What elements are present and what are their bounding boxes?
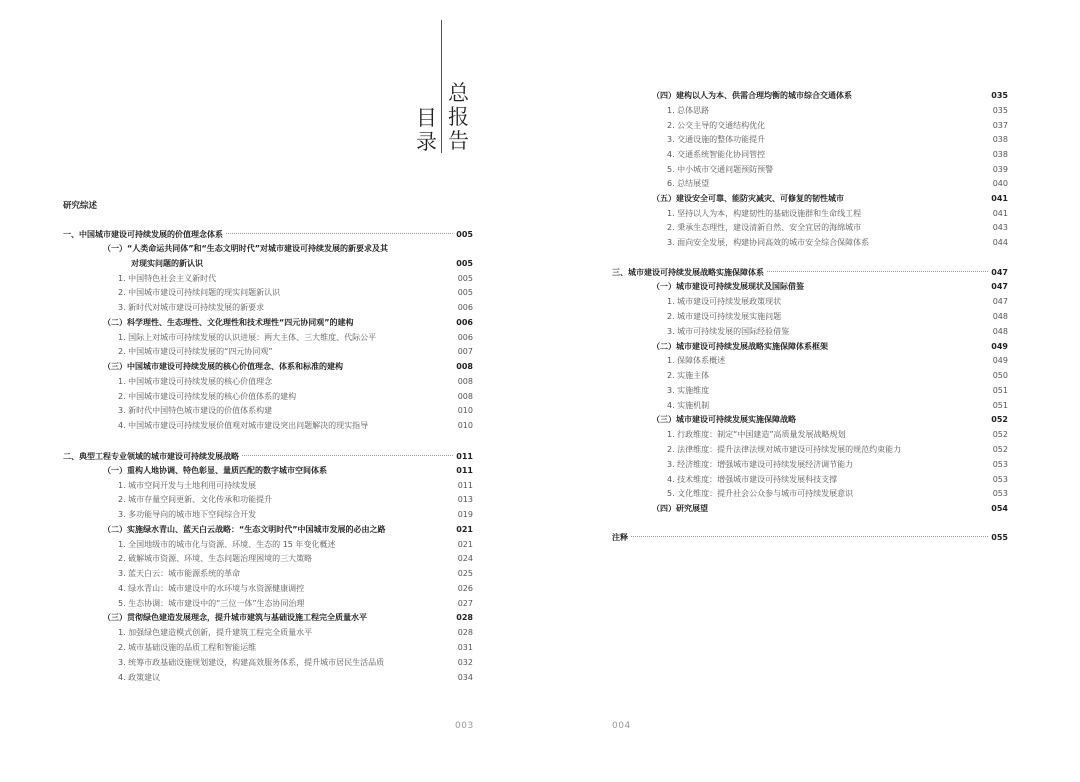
toc-subsection-entry[interactable] bbox=[118, 287, 473, 298]
toc-entry-title: 一、中国城市建设可持续发展的价值理念体系 bbox=[63, 230, 223, 239]
toc-entry-title: 1. 全国地级市的城市化与资源、环境、生态的 15 年变化概述 bbox=[118, 540, 336, 549]
toc-subsection-entry[interactable] bbox=[118, 405, 473, 416]
toc-entry-title: 1. 城市空间开发与土地利用可持续发展 bbox=[118, 481, 257, 490]
toc-entry-title: 6. 总结展望 bbox=[667, 179, 710, 188]
toc-section-entry[interactable] bbox=[131, 258, 473, 269]
toc-entry-title: 1. 行政维度：制定“中国建造”高质量发展战略规划 bbox=[667, 430, 846, 439]
toc-page-number: 055 bbox=[991, 533, 1008, 542]
title-divider bbox=[441, 20, 442, 153]
toc-section-entry[interactable] bbox=[103, 361, 473, 372]
dot-leader bbox=[242, 455, 453, 456]
toc-subsection-entry[interactable] bbox=[667, 149, 1008, 160]
toc-entry-title: 2. 破解城市资源、环境、生态问题治理困境的三大策略 bbox=[118, 554, 313, 563]
toc-entry-title: 注释 bbox=[612, 533, 628, 542]
toc-entry-title: （一）城市建设可持续发展现状及国际借鉴 bbox=[652, 282, 804, 291]
toc-page-number: 008 bbox=[457, 392, 473, 401]
toc-subsection-entry[interactable] bbox=[118, 376, 473, 387]
toc-page-number: 006 bbox=[456, 318, 473, 327]
toc-chapter-entry[interactable] bbox=[612, 267, 1008, 278]
toc-entry-title: 3. 新时代中国特色城市建设的价值体系构建 bbox=[118, 406, 273, 415]
toc-entry-title: 4. 实施机制 bbox=[667, 401, 710, 410]
toc-page-number: 035 bbox=[991, 91, 1008, 100]
toc-entry-title: 2. 中国城市建设可持续发展的核心价值体系的建构 bbox=[118, 392, 297, 401]
section-label: 研究综述 bbox=[63, 201, 98, 211]
toc-page-number: 035 bbox=[992, 106, 1008, 115]
toc-page-number: 053 bbox=[992, 489, 1008, 498]
toc-entry-title: 4. 政策建议 bbox=[118, 673, 161, 682]
toc-chapter-entry[interactable] bbox=[612, 532, 1008, 543]
toc-subsection-entry[interactable] bbox=[667, 459, 1008, 470]
toc-page-number: 041 bbox=[991, 194, 1008, 203]
toc-page-number: 041 bbox=[992, 209, 1008, 218]
title-char: 目 bbox=[416, 106, 437, 130]
toc-entry-title: 3. 面向安全发展，构建协同高效的城市安全综合保障体系 bbox=[667, 238, 870, 247]
toc-subsection-entry[interactable] bbox=[118, 509, 473, 520]
toc-entry-title: 2. 城市基础设施的品质工程和智能运维 bbox=[118, 643, 257, 652]
toc-section-entry[interactable] bbox=[103, 465, 473, 476]
toc-subsection-entry[interactable] bbox=[118, 583, 473, 594]
toc-entry-title: 3. 统筹市政基础设施规划建设，构建高效服务体系，提升城市居民生活品质 bbox=[118, 658, 385, 667]
page-number-right: 004 bbox=[612, 721, 631, 731]
toc-entry-title: 1. 加强绿色建造模式创新，提升建筑工程完全质量水平 bbox=[118, 628, 313, 637]
toc-page-number: 025 bbox=[457, 569, 473, 578]
toc-subsection-entry[interactable] bbox=[118, 627, 473, 638]
toc-entry-title: 2. 城市存量空间更新、文化传承和功能提升 bbox=[118, 495, 273, 504]
toc-subsection-entry[interactable] bbox=[667, 429, 1008, 440]
toc-page-number: 047 bbox=[992, 297, 1008, 306]
toc-subsection-entry[interactable] bbox=[118, 480, 473, 491]
toc-entry-title: 4. 中国城市建设可持续发展价值观对城市建设突出问题解决的现实指导 bbox=[118, 421, 369, 430]
toc-entry-title: （一）重构人地协调、特色彰显、量质匹配的数字城市空间体系 bbox=[103, 466, 327, 475]
title-char: 告 bbox=[448, 129, 469, 153]
toc-page-number: 049 bbox=[992, 356, 1008, 365]
toc-entry-title: 对现实问题的新认识 bbox=[131, 259, 203, 268]
toc-subsection-entry[interactable] bbox=[667, 164, 1008, 175]
toc-entry-title: 1. 总体思路 bbox=[667, 106, 710, 115]
toc-entry-title: 1. 保障体系概述 bbox=[667, 356, 726, 365]
toc-entry-title: 二、典型工程专业领域的城市建设可持续发展战略 bbox=[63, 452, 239, 461]
toc-entry-title: 3. 经济维度：增强城市建设可持续发展经济调节能力 bbox=[667, 460, 854, 469]
toc-entry-title: 1. 中国城市建设可持续发展的核心价值理念 bbox=[118, 377, 273, 386]
toc-page-number: 011 bbox=[457, 481, 473, 490]
toc-subsection-entry[interactable] bbox=[667, 444, 1008, 455]
toc-section-entry[interactable] bbox=[652, 414, 1008, 425]
toc-entry-title: 2. 秉承生态理性，建设清新自然、安全宜居的海绵城市 bbox=[667, 223, 862, 232]
toc-page-number: 028 bbox=[456, 613, 473, 622]
toc-page-number: 038 bbox=[992, 150, 1008, 159]
toc-page-number: 010 bbox=[457, 421, 473, 430]
toc-subsection-entry[interactable] bbox=[118, 553, 473, 564]
toc-page-number: 054 bbox=[991, 504, 1008, 513]
toc-subsection-entry[interactable] bbox=[118, 568, 473, 579]
toc-entry-title: 3. 蓝天白云：城市能源系统的革命 bbox=[118, 569, 241, 578]
toc-entry-title: （二）城市建设可持续发展战略实施保障体系框架 bbox=[652, 342, 828, 351]
toc-subsection-entry[interactable] bbox=[118, 332, 473, 343]
toc-subsection-entry[interactable] bbox=[118, 302, 473, 313]
toc-page-number: 005 bbox=[456, 230, 473, 239]
toc-section-entry[interactable] bbox=[103, 243, 473, 254]
toc-entry-title: （四）研究展望 bbox=[652, 504, 708, 513]
toc-page-number: 021 bbox=[457, 540, 473, 549]
toc-subsection-entry[interactable] bbox=[667, 311, 1008, 322]
toc-entry-title: 4. 绿水青山：城市建设中的水环境与水资源健康调控 bbox=[118, 584, 305, 593]
toc-subsection-entry[interactable] bbox=[667, 178, 1008, 189]
toc-entry-title: 2. 中国城市建设可持续发展的“四元协同观” bbox=[118, 347, 273, 356]
toc-page-number: 049 bbox=[991, 342, 1008, 351]
toc-page-number: 006 bbox=[457, 333, 473, 342]
toc-section-entry[interactable] bbox=[103, 612, 473, 623]
toc-subsection-entry[interactable] bbox=[667, 296, 1008, 307]
toc-entry-title: 2. 中国城市建设可持续问题的现实问题新认识 bbox=[118, 288, 281, 297]
toc-entry-title: 4. 交通系统智能化协同管控 bbox=[667, 150, 766, 159]
toc-page-number: 032 bbox=[457, 658, 473, 667]
toc-page-number: 044 bbox=[992, 238, 1008, 247]
toc-entry-title: （三）贯彻绿色建造发展理念，提升城市建筑与基础设施工程完全质量水平 bbox=[103, 613, 367, 622]
toc-subsection-entry[interactable] bbox=[667, 355, 1008, 366]
toc-page-number: 026 bbox=[457, 584, 473, 593]
toc-page-number: 051 bbox=[992, 386, 1008, 395]
right-page bbox=[540, 0, 1080, 782]
toc-entry-title: （四）建构以人为本、供需合理均衡的城市综合交通体系 bbox=[652, 91, 852, 100]
title-char: 报 bbox=[448, 105, 469, 129]
toc-section-entry[interactable] bbox=[103, 524, 473, 535]
toc-entry-title: 3. 城市可持续发展的国际经验借鉴 bbox=[667, 327, 790, 336]
toc-entry-title: 2. 法律维度：提升法律法规对城市建设可持续发展的规范约束能力 bbox=[667, 445, 902, 454]
title-char: 总 bbox=[448, 81, 469, 105]
toc-page-number: 047 bbox=[991, 282, 1008, 291]
toc-entry-title: 三、城市建设可持续发展战略实施保障体系 bbox=[612, 268, 764, 277]
toc-subsection-entry[interactable] bbox=[118, 273, 473, 284]
toc-subsection-entry[interactable] bbox=[118, 642, 473, 653]
dot-leader bbox=[631, 536, 988, 537]
toc-chapter-entry[interactable] bbox=[63, 451, 473, 462]
toc-entry-title: 2. 城市建设可持续发展实施问题 bbox=[667, 312, 782, 321]
toc-subsection-entry[interactable] bbox=[118, 672, 473, 683]
toc-page-number: 034 bbox=[457, 673, 473, 682]
toc-subsection-entry[interactable] bbox=[667, 105, 1008, 116]
toc-entry-title: （二）科学理性、生态理性、文化理性和技术理性“四元协同观”的建构 bbox=[103, 318, 354, 327]
toc-page-number: 011 bbox=[456, 466, 473, 475]
toc-page-number: 007 bbox=[457, 347, 473, 356]
toc-subsection-entry[interactable] bbox=[667, 208, 1008, 219]
toc-entry-title: 1. 城市建设可持续发展政策现状 bbox=[667, 297, 782, 306]
toc-section-entry[interactable] bbox=[652, 281, 1008, 292]
toc-page-number: 008 bbox=[456, 362, 473, 371]
toc-page-number: 013 bbox=[457, 495, 473, 504]
toc-page-number: 051 bbox=[992, 401, 1008, 410]
toc-entry-title: 2. 实施主体 bbox=[667, 371, 710, 380]
dot-leader bbox=[226, 233, 453, 234]
toc-page-number: 008 bbox=[457, 377, 473, 386]
toc-page-number: 038 bbox=[992, 135, 1008, 144]
toc-subsection-entry[interactable] bbox=[667, 237, 1008, 248]
toc-page-number: 031 bbox=[457, 643, 473, 652]
toc-page-number: 005 bbox=[456, 259, 473, 268]
toc-entry-title: 5. 文化维度：提升社会公众参与城市可持续发展意识 bbox=[667, 489, 854, 498]
toc-entry-title: 5. 生态协调：城市建设中的“三位一体”生态协同治理 bbox=[118, 599, 305, 608]
toc-section-entry[interactable] bbox=[652, 503, 1008, 514]
toc-entry-title: 3. 多功能导向的城市地下空间综合开发 bbox=[118, 510, 257, 519]
toc-subsection-entry[interactable] bbox=[118, 346, 473, 357]
toc-section-entry[interactable] bbox=[652, 193, 1008, 204]
toc-entry-title: （一）“人类命运共同体”和“生态文明时代”对城市建设可持续发展的新要求及其 bbox=[103, 244, 389, 253]
toc-entry-title: （五）建设安全可靠、能防灾减灾、可修复的韧性城市 bbox=[652, 194, 844, 203]
page-number-left: 003 bbox=[455, 721, 474, 731]
toc-chapter-entry[interactable] bbox=[63, 229, 473, 240]
toc-page-number: 027 bbox=[457, 599, 473, 608]
toc-page-number: 047 bbox=[991, 268, 1008, 277]
toc-subsection-entry[interactable] bbox=[667, 326, 1008, 337]
toc-subsection-entry[interactable] bbox=[118, 391, 473, 402]
toc-page-number: 048 bbox=[992, 312, 1008, 321]
toc-entry-title: （二）实施绿水青山、蓝天白云战略：“生态文明时代”中国城市发展的必由之路 bbox=[103, 525, 386, 534]
toc-subsection-entry[interactable] bbox=[118, 539, 473, 550]
toc-entry-title: （三）中国城市建设可持续发展的核心价值理念、体系和标准的建构 bbox=[103, 362, 343, 371]
toc-entry-title: 2. 公交主导的交通结构优化 bbox=[667, 121, 766, 130]
toc-page-number: 006 bbox=[457, 303, 473, 312]
toc-section-entry[interactable] bbox=[652, 341, 1008, 352]
toc-subsection-entry[interactable] bbox=[667, 488, 1008, 499]
toc-page-number: 011 bbox=[456, 452, 473, 461]
toc-page-number: 048 bbox=[992, 327, 1008, 336]
toc-section-entry[interactable] bbox=[652, 90, 1008, 101]
toc-subsection-entry[interactable] bbox=[118, 494, 473, 505]
dot-leader bbox=[767, 271, 988, 272]
toc-page-number: 052 bbox=[991, 415, 1008, 424]
toc-page-number: 019 bbox=[457, 510, 473, 519]
toc-subsection-entry[interactable] bbox=[667, 370, 1008, 381]
toc-page-number: 053 bbox=[992, 460, 1008, 469]
toc-entry-title: 3. 交通设施的整体功能提升 bbox=[667, 135, 766, 144]
toc-page-number: 039 bbox=[992, 165, 1008, 174]
toc-entry-title: 1. 国际上对城市可持续发展的认识进展：两大主体、三大维度、代际公平 bbox=[118, 333, 377, 342]
toc-page-number: 040 bbox=[992, 179, 1008, 188]
toc-subsection-entry[interactable] bbox=[667, 385, 1008, 396]
toc-entry-title: （三）城市建设可持续发展实施保障战略 bbox=[652, 415, 796, 424]
toc-entry-title: 1. 坚持以人为本，构建韧性的基础设施群和生命线工程 bbox=[667, 209, 862, 218]
toc-page-number: 052 bbox=[992, 430, 1008, 439]
toc-page-number: 053 bbox=[992, 475, 1008, 484]
toc-subsection-entry[interactable] bbox=[667, 120, 1008, 131]
toc-subsection-entry[interactable] bbox=[667, 134, 1008, 145]
title-char: 录 bbox=[416, 130, 437, 154]
toc-subsection-entry[interactable] bbox=[118, 420, 473, 431]
toc-subsection-entry[interactable] bbox=[667, 474, 1008, 485]
toc-page-number: 052 bbox=[992, 445, 1008, 454]
toc-page-number: 024 bbox=[457, 554, 473, 563]
toc-entry-title: 4. 技术维度：增强城市建设可持续发展科技支撑 bbox=[667, 475, 838, 484]
toc-section-entry[interactable] bbox=[103, 317, 473, 328]
toc-page-number: 010 bbox=[457, 406, 473, 415]
toc-page-number: 028 bbox=[457, 628, 473, 637]
toc-entry-title: 3. 新时代对城市建设可持续发展的新要求 bbox=[118, 303, 265, 312]
toc-page-number: 005 bbox=[457, 274, 473, 283]
toc-page-number: 037 bbox=[992, 121, 1008, 130]
toc-page-number: 005 bbox=[457, 288, 473, 297]
toc-entry-title: 5. 中小城市交通问题预防预警 bbox=[667, 165, 774, 174]
toc-subsection-entry[interactable] bbox=[118, 657, 473, 668]
toc-subsection-entry[interactable] bbox=[118, 598, 473, 609]
toc-subsection-entry[interactable] bbox=[667, 400, 1008, 411]
toc-page-number: 021 bbox=[456, 525, 473, 534]
toc-page-number: 050 bbox=[992, 371, 1008, 380]
toc-page-number: 043 bbox=[992, 223, 1008, 232]
toc-entry-title: 1. 中国特色社会主义新时代 bbox=[118, 274, 217, 283]
toc-subsection-entry[interactable] bbox=[667, 222, 1008, 233]
toc-entry-title: 3. 实施维度 bbox=[667, 386, 710, 395]
